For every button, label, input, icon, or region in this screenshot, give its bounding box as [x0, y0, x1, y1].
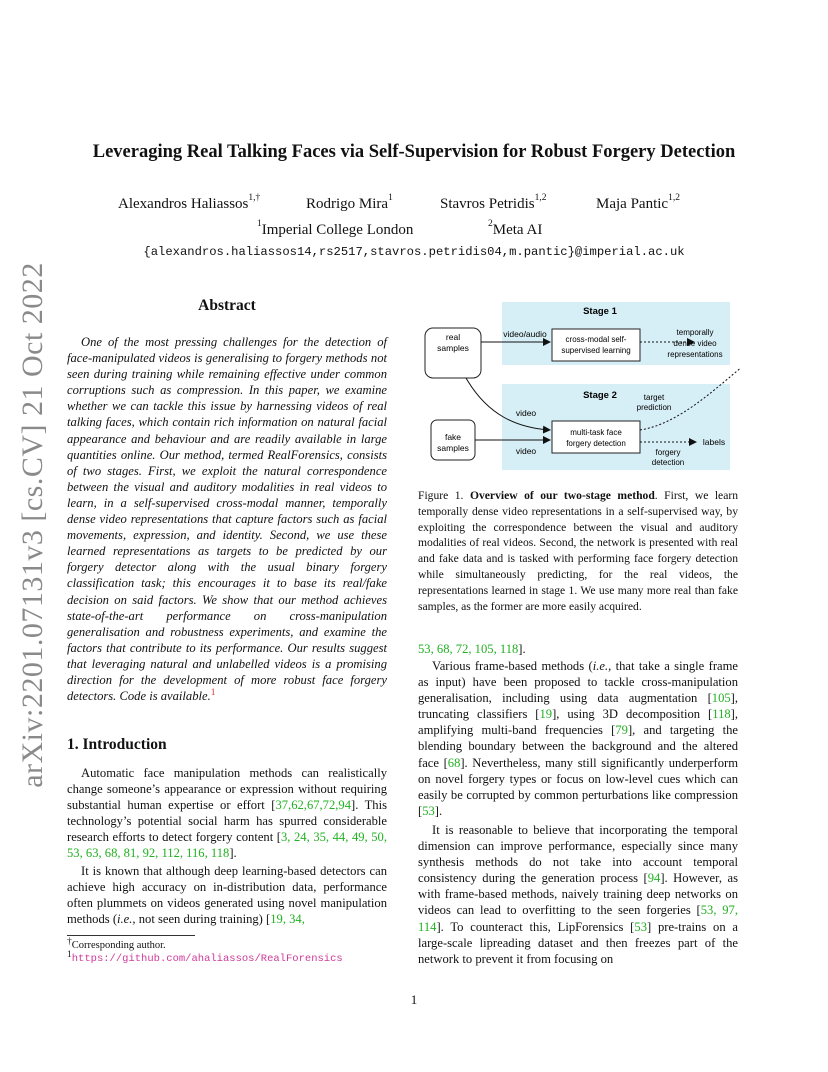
- author-emails: {alexandros.haliassos14,rs2517,stavros.petridis04,m.pantic}@imperial.ac.uk: [143, 245, 685, 259]
- author-3: Stavros Petridis$^{1,2}$: [440, 193, 547, 212]
- svg-text:samples: samples: [437, 343, 469, 353]
- svg-text:labels: labels: [702, 437, 726, 447]
- right-paragraph-1: Various frame-based methods (i.e., that take a single frame as input) have been proposed to tackle cross-manipulation generalisation, including using data augmentation [105], truncating classifiers [19], using 3D decomposition [118], amplifying multi-band frequencies [79], and targeting the blending boundary between the background and the altered face [68]. Nevertheless, many still significantly underperform on novel forgery types or focus on low-level cues which can easily be corrupted by common perturbations like compression [53].: [418, 659, 739, 818]
- stage-2-label: Stage 2: [583, 390, 617, 401]
- figure-1-caption: Figure 1. Overview of our two-stage method. First, we learn temporally dense video representations in a self-supervised way, by exploiting the correspondence between the visual and auditory modalities of real videos. Second, the network is presented with real and fake data and is tasked with performing face forgery detection while simultaneously predicting, for the real videos, the representations learned in stage 1. We use many more real than fake samples, as the former are more easily acquired.: [418, 489, 739, 613]
- svg-text:fake: fake: [444, 432, 462, 442]
- footnote-corresponding: †Corresponding author.: [67, 937, 166, 951]
- footnote-code: $^1$https://github.com/ahaliassos/RealForensics: [67, 950, 343, 965]
- arxiv-identifier: arXiv:2201.07131v3 [cs.CV] 21 Oct 2022: [16, 262, 49, 788]
- author-2: Rodrigo Mira$^1$: [306, 193, 393, 212]
- section-heading-introduction: 1. Introduction: [67, 736, 167, 753]
- footnote-rule: [67, 935, 195, 936]
- svg-text:prediction: prediction: [636, 403, 672, 412]
- svg-text:detection: detection: [651, 458, 685, 467]
- right-paragraph-2: It is reasonable to believe that incorporating the temporal dimension can improve performance, especially since many synthesis methods do not take into account temporal consistency during the generation process [94]. However, as with frame-based methods, naively training deep networks on videos can lead to overfitting to the seen forgeries [53, 97, 114]. To counteract this, LipForensics [53] pre-trains on a large-scale lipreading dataset and then freezes part of the network to prevent it from focusing on: [418, 823, 738, 966]
- svg-text:video: video: [515, 446, 537, 456]
- paper-title: Leveraging Real Talking Faces via Self-Supervision for Robust Forgery Detection: [92, 142, 736, 162]
- affiliation-1: $^1$Imperial College London: [257, 219, 414, 238]
- svg-text:dense video: dense video: [673, 339, 717, 348]
- multitask-box: [552, 421, 640, 453]
- svg-text:video/audio: video/audio: [503, 329, 547, 339]
- abstract-heading: Abstract: [198, 297, 256, 314]
- svg-text:forgery: forgery: [655, 448, 681, 457]
- footnote-marker: 1: [210, 688, 216, 699]
- right-col-continuation: 53, 68, 72, 105, 118].: [418, 642, 526, 656]
- svg-text:video: video: [515, 408, 537, 418]
- crossmodal-box: [552, 329, 640, 361]
- affiliation-2: $^2$Meta AI: [488, 219, 543, 238]
- svg-text:real: real: [445, 332, 461, 342]
- page-number: 1: [410, 992, 418, 1007]
- intro-paragraph-1: Automatic face manipulation methods can realistically change someone’s appearance or expression without requiring substantial human expertise or effort [37,62,67,72,94]. This technology’s potential social harm has spurred considerable research efforts to detect forgery content [3, 24, 35, 44, 49, 50, 53, 63, 68, 81, 92, 112, 116, 118].: [67, 766, 388, 861]
- code-link[interactable]: https://github.com/ahaliassos/RealForensics: [71, 953, 343, 965]
- intro-paragraph-2: It is known that although deep learning-based detectors can achieve high accuracy on in-distribution data, performance often plummets on videos generated using novel manipulation methods (i.e., not seen during training) [19, 34,: [67, 864, 387, 927]
- svg-text:samples: samples: [437, 443, 469, 453]
- svg-text:multi-task face: multi-task face: [570, 428, 622, 437]
- stage-1-label: Stage 1: [583, 306, 617, 317]
- svg-text:target: target: [643, 393, 665, 402]
- svg-text:representations: representations: [667, 350, 723, 359]
- svg-text:forgery detection: forgery detection: [566, 439, 626, 448]
- svg-text:supervised learning: supervised learning: [561, 346, 631, 355]
- abstract-body: One of the most pressing challenges for the detection of face-manipulated videos is generalising to forgery methods not seen during training while remaining effective under common corruptions such as compression. In this paper, we examine whether we can tackle this issue by harnessing videos of real talking faces, which contain rich information on natural facial appearance and behaviour and are readily available in large quantities online. Our method, termed RealForensics, consists of two stages. First, we exploit the natural correspondence between the visual and auditory modalities in real videos to learn, in a self-supervised cross-modal manner, temporally dense video representations that capture factors such as facial movements, expression, and identity. Second, we use these learned representations as targets to be predicted by our forgery detector along with the usual binary forgery classification task; this encourages it to base its real/fake decision on said factors. We show that our method achieves state-of-the-art performance on cross-manipulation generalisation and robustness experiments, and examine the factors that contribute to its performance. Our results suggest that leveraging natural and unlabelled videos is a promising direction for the development of more robust face forgery detectors. Code is available.$^1$: [67, 335, 387, 704]
- svg-text:temporally: temporally: [676, 328, 714, 337]
- author-1: Alexandros Haliassos$^{1,\dagger}$: [118, 193, 261, 212]
- author-4: Maja Pantic$^{1,2}$: [596, 193, 680, 212]
- svg-text:cross-modal self-: cross-modal self-: [565, 335, 627, 344]
- figure-1-diagram: [418, 296, 740, 472]
